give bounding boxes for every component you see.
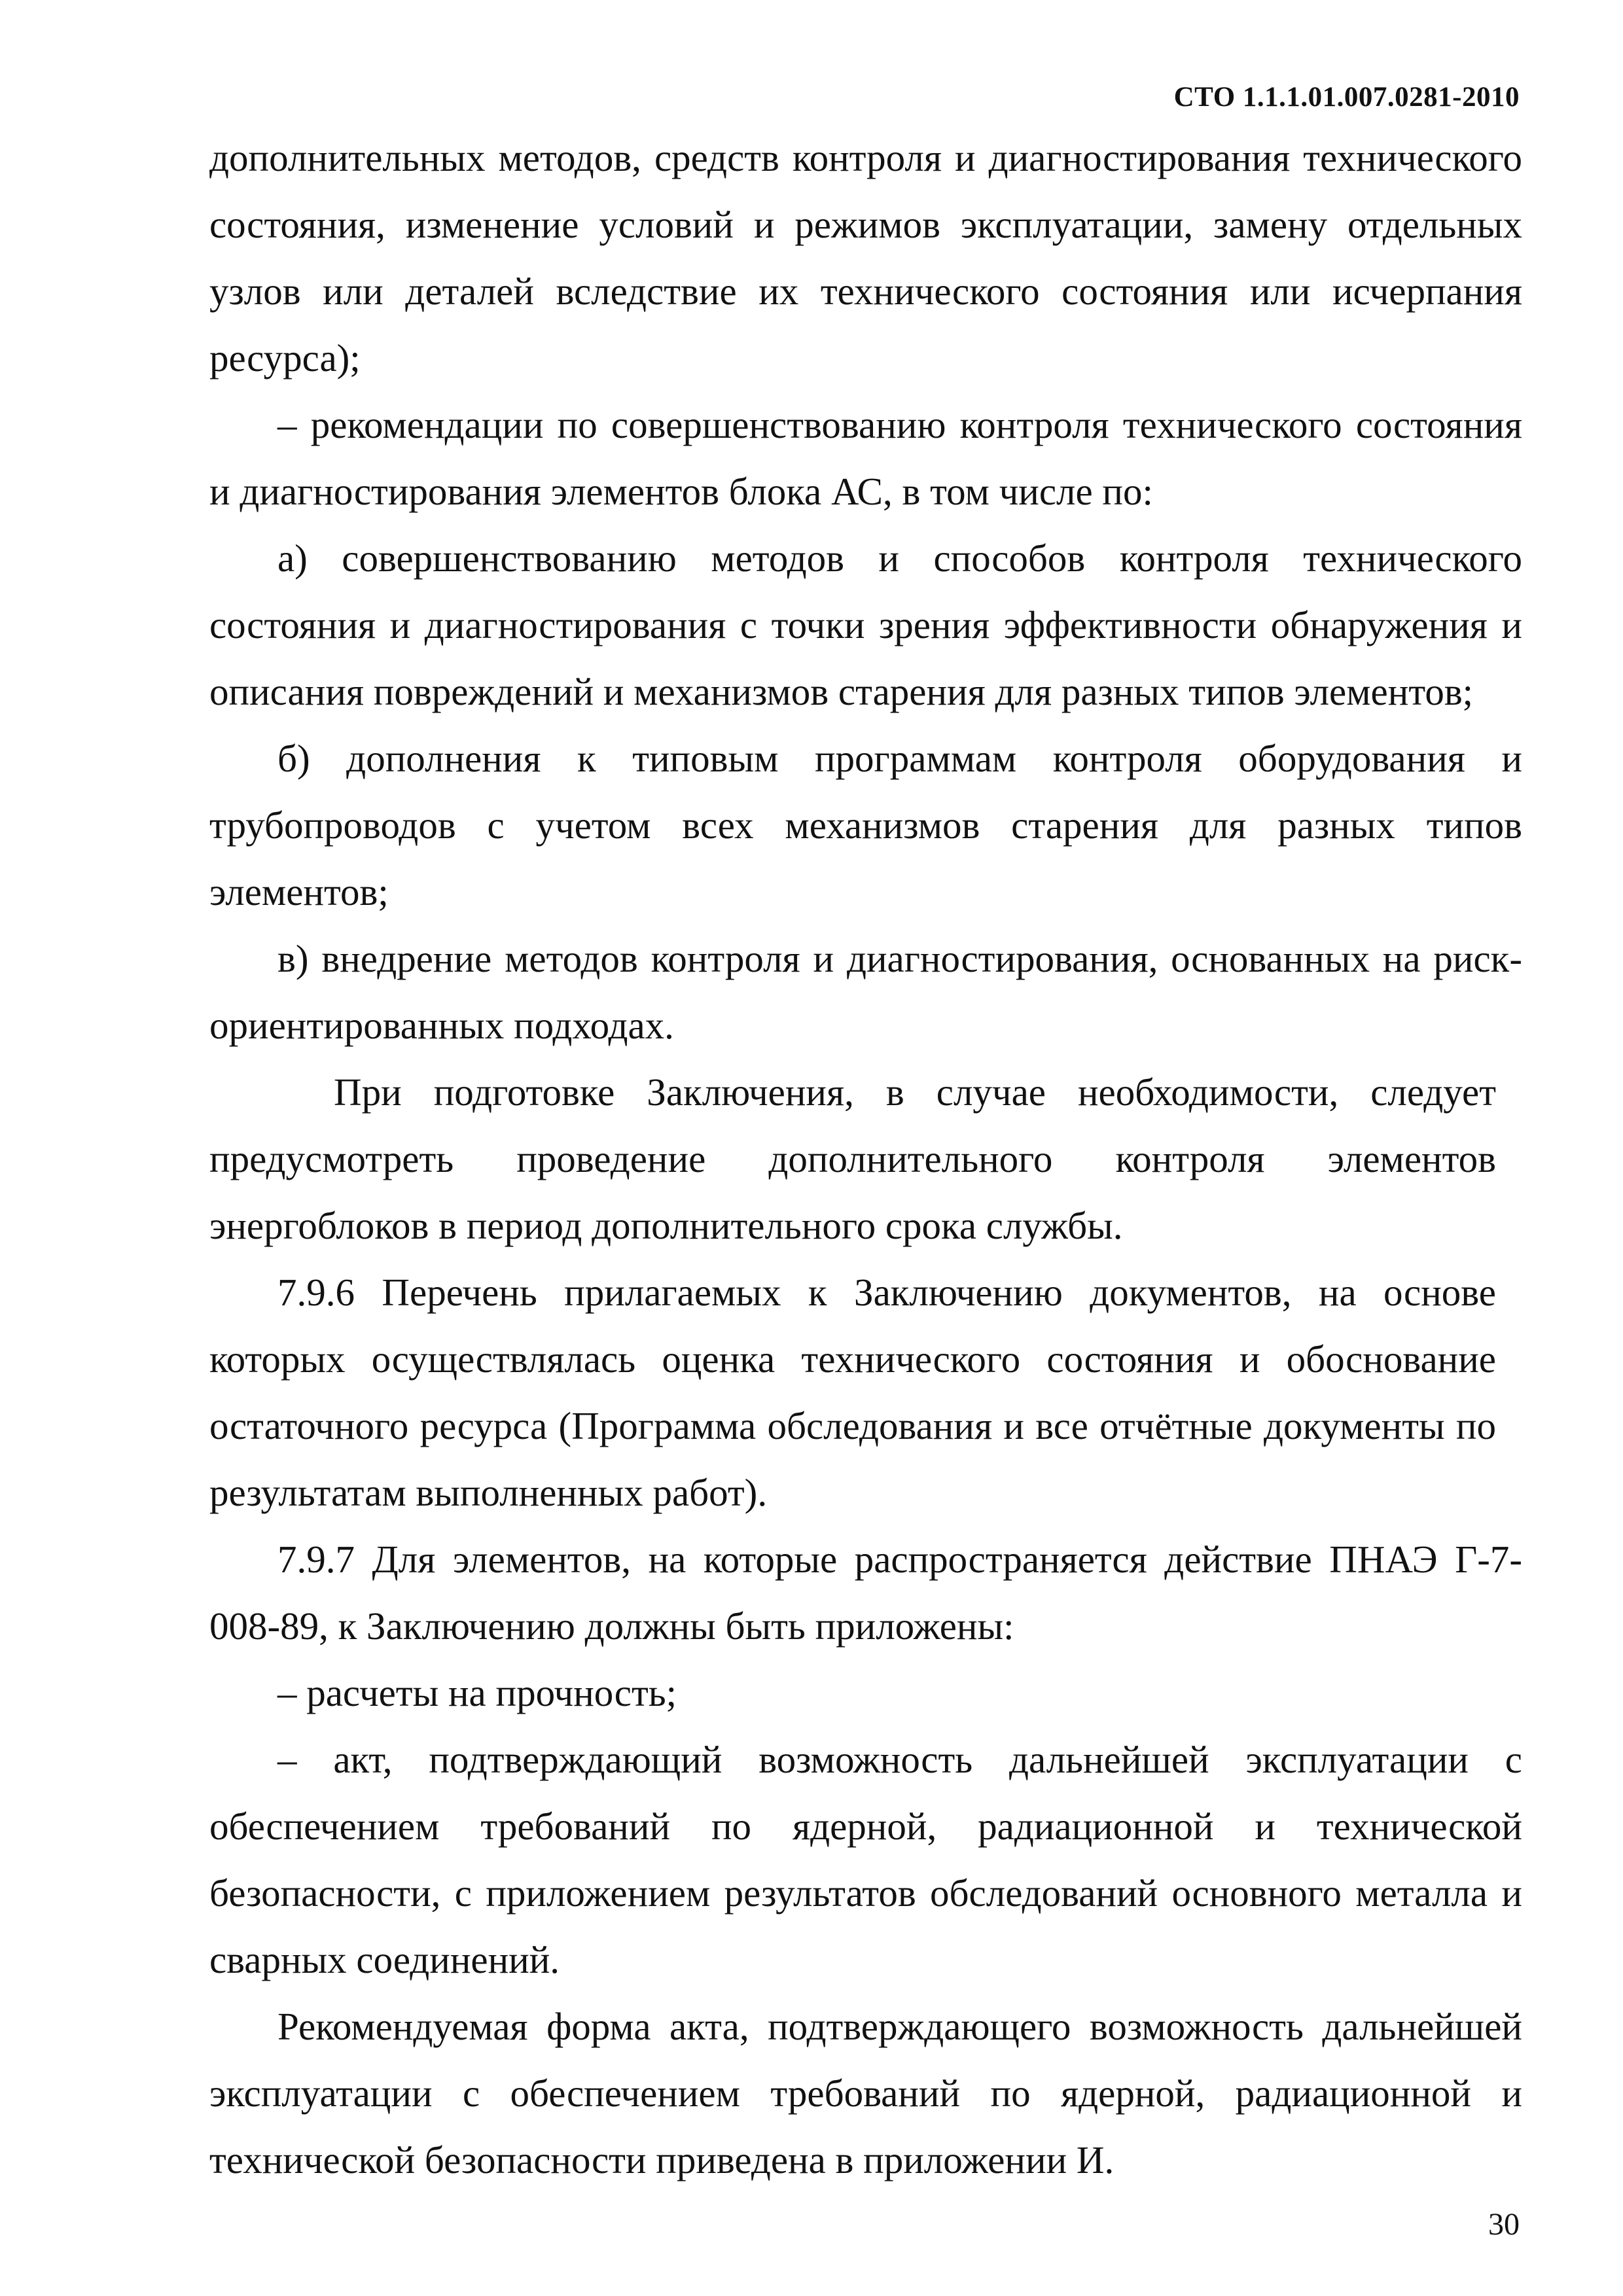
paragraph-recommendations: – рекомендации по совершенствованию контроля технического состояния и диагностирования элементов блока АС, в том числе по: (209, 403, 1522, 513)
body-text (209, 124, 1522, 2193)
paragraph-act: – акт, подтверждающий возможность дальнейшей эксплуатации с обеспечением требований по ядерной, радиационной и технической безопасности, с приложением результатов обследований основного металла и сварных соединений. (209, 1738, 1522, 1981)
paragraph-7-9-6: 7.9.6 Перечень прилагаемых к Заключению документов, на основе которых осуществлялась оценка технического состояния и обоснование остаточного ресурса (Программа обследования и все отчётные документы по результатам выполненных работ). (209, 1271, 1496, 1514)
paragraph-item-b: б) дополнения к типовым программам контроля оборудования и трубопроводов с учетом всех механизмов старения для разных типов элементов; (209, 737, 1522, 913)
page-number: 30 (1488, 2207, 1520, 2242)
paragraph-item-a: а) совершенствованию методов и способов контроля технического состояния и диагностирования с точки зрения эффективности обнаружения и описания повреждений и механизмов старения для разных типов элементов; (209, 537, 1522, 713)
paragraph-preparation: При подготовке Заключения, в случае необходимости, следует предусмотреть проведение дополнительного контроля элементов энергоблоков в период дополнительного срока службы. (209, 1070, 1496, 1247)
paragraph-strength-calculations: – расчеты на прочность; (277, 1671, 677, 1714)
paragraph-recommended-form: Рекомендуемая форма акта, подтверждающего возможность дальнейшей эксплуатации с обеспечением требований по ядерной, радиационной и технической безопасности приведена в приложении И. (209, 2005, 1522, 2181)
paragraph-continuation: дополнительных методов, средств контроля и диагностирования технического состояния, изменение условий и режимов эксплуатации, замену отдельных узлов или деталей вследствие их технического состояния или исчерпания ресурса); (209, 136, 1522, 380)
document-code: СТО 1.1.1.01.007.0281-2010 (1173, 82, 1520, 113)
paragraph-7-9-7: 7.9.7 Для элементов, на которые распространяется действие ПНАЭ Г-7-008-89, к Заключению должны быть приложены: (209, 1538, 1522, 1648)
paragraph-item-v: в) внедрение методов контроля и диагностирования, основанных на риск-ориентированных подходах. (209, 937, 1522, 1047)
